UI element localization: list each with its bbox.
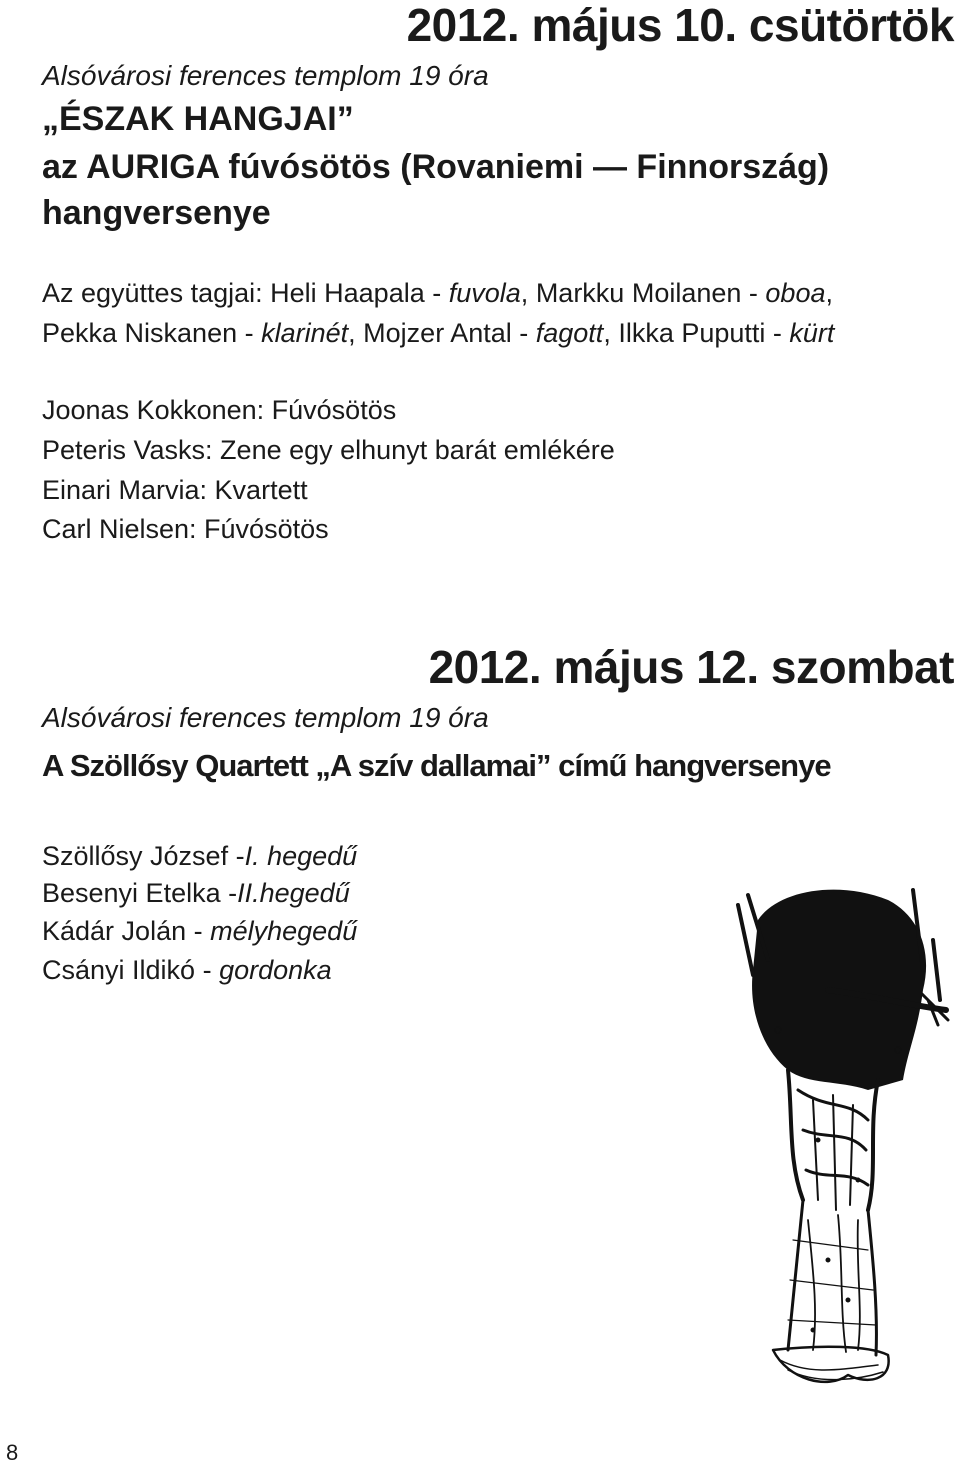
event2-venue: Alsóvárosi ferences templom 19 óra (42, 702, 489, 733)
event1-title-line1: „ÉSZAK HANGJAI” (42, 100, 354, 138)
dash: - (765, 318, 790, 348)
dash: - (424, 278, 449, 308)
event1-venue: Alsóvárosi ferences templom 19 óra (42, 60, 489, 91)
program-item: Einari Marvia: Kvartett (42, 475, 308, 505)
event1-title-line3: hangversenye (42, 194, 271, 232)
dash: - (741, 278, 766, 308)
member-instrument: fuvola (448, 278, 521, 308)
dash: - (237, 318, 262, 348)
member-name: Mojzer Antal (363, 318, 512, 348)
member-instrument: kürt (789, 318, 835, 348)
member-name: Pekka Niskanen (42, 318, 238, 348)
performer-instrument: II.hegedű (237, 878, 350, 908)
dash: - (220, 878, 238, 908)
member-instrument: klarinét (261, 318, 349, 348)
performer-instrument: gordonka (219, 955, 332, 985)
page-number: 8 (6, 1440, 19, 1465)
event1-date: 2012. május 10. csütörtök (406, 0, 954, 51)
member-name: Markku Moilanen (535, 278, 742, 308)
performer-name: Kádár Jolán (42, 916, 187, 946)
event1-title-line2: az AURIGA fúvósötös (Rovaniemi — Finnország) (42, 148, 830, 186)
event1-members-line2 (42, 313, 834, 353)
dash: - (195, 955, 220, 985)
comma: , (520, 278, 536, 308)
program-item: Joonas Kokkonen: Fúvósötös (42, 395, 397, 425)
performer-instrument: mélyhegedű (210, 916, 358, 946)
event2-title: A Szöllősy Quartett „A szív dallamai” című hangversenye (42, 748, 831, 783)
comma: , (348, 318, 364, 348)
dash: - (186, 916, 211, 946)
event1-members-line1: Az együttes tagjai: Heli Haapala - fuvola, Markku Moilanen - oboa, (42, 278, 833, 308)
performer-name: Csányi Ildikó (42, 955, 196, 985)
event2-date: 2012. május 12. szombat (428, 641, 954, 693)
dash: - (228, 841, 245, 871)
performer-item (42, 836, 357, 876)
comma: , (603, 318, 619, 348)
performer-item (42, 873, 350, 913)
dash: - (511, 318, 536, 348)
performer-item (42, 911, 357, 951)
members-prefix: Az együttes tagjai: (42, 278, 271, 308)
member-name: Heli Haapala (270, 278, 425, 308)
performer-item (42, 950, 332, 990)
member-instrument: oboa (765, 278, 826, 308)
program-item: Peteris Vasks: Zene egy elhunyt barát emlékére (42, 435, 615, 465)
member-instrument: fagott (535, 318, 604, 348)
performer-name: Besenyi Etelka (42, 878, 221, 908)
performer-name: Szöllősy József (42, 841, 229, 871)
performer-instrument: I. hegedű (244, 841, 358, 871)
program-item: Carl Nielsen: Fúvósötös (42, 514, 329, 544)
ink-sketch-figure-illustration (718, 880, 958, 1400)
member-name: Ilkka Puputti (618, 318, 766, 348)
